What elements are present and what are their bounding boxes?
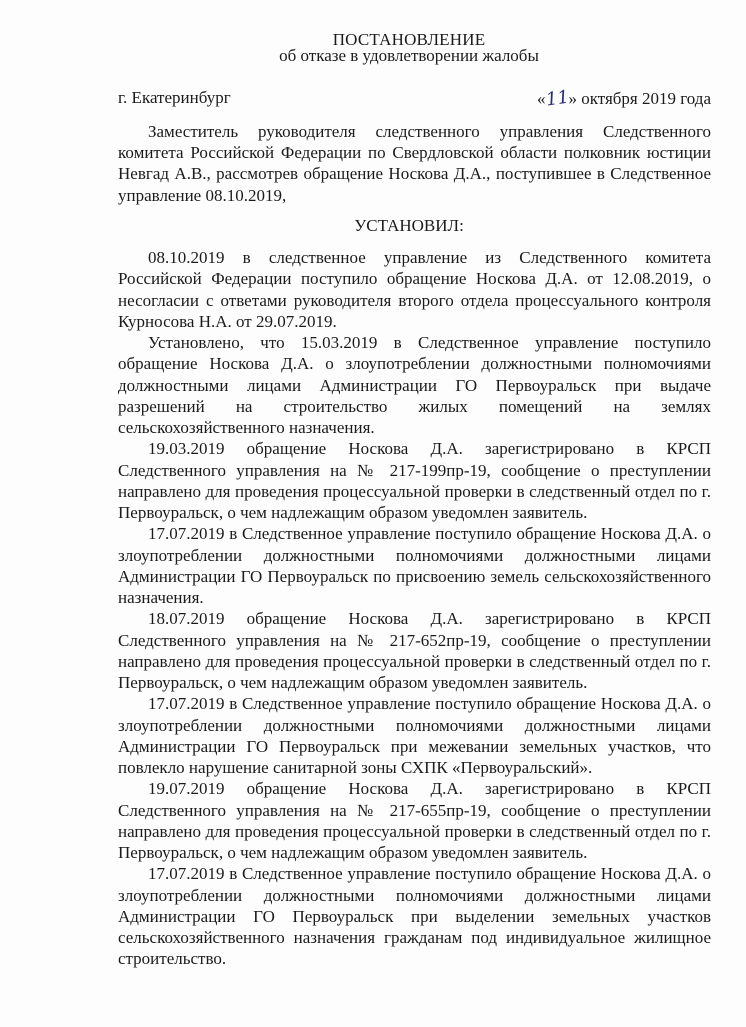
paragraph: 17.07.2019 в Следственное управление поступило обращение Носкова Д.А. о злоупотреблении должностными полномочиями должностными лицами Администрации ГО Первоуральск по присвоению земель сельскохозяйственного назначения.: [118, 524, 711, 607]
preamble: Заместитель руководителя следственного управления Следственного комитета Российской Федерации по Свердловской области полковник юстиции Невгад А.В., рассмотрев обращение Носкова Д.А., поступившее в Следственное управление 08.10.2019,: [118, 122, 711, 205]
document-date: [537, 88, 711, 109]
paragraph: 08.10.2019 в следственное управление из Следственного комитета Российской Федерации поступило обращение Носкова Д.А. от 12.08.2019, о несогласии с ответами руководителя второго отдела процессуального контроля Курносова Н.А. от 29.07.2019.: [118, 248, 711, 331]
document-subtitle: об отказе в удовлетворении жалобы: [279, 46, 539, 65]
paragraph: 17.07.2019 в Следственное управление поступило обращение Носкова Д.А. о злоупотреблении должностными полномочиями должностными лицами Администрации ГО Первоуральск при межевании земельных участков, что повлекло нарушение санитарной зоны СХПК «Первоуральский».: [118, 694, 711, 777]
date-rest: » октября 2019 года: [568, 89, 711, 108]
paragraph: 17.07.2019 в Следственное управление поступило обращение Носкова Д.А. о злоупотреблении должностными полномочиями должностными лицами Администрации ГО Первоуральск при выделении земельных участков сельскохозяйственного назначения гражданам под индивидуальное жилищное строительство.: [118, 864, 711, 969]
document-body: [118, 247, 711, 970]
paragraph: 19.03.2019 обращение Носкова Д.А. зарегистрировано в КРСП Следственного управления на № 217-199пр-19, сообщение о преступлении направлено для проведения процессуальной проверки в следственный отдел по г. Первоуральск, о чем надлежащим образом уведомлен заявитель.: [118, 439, 711, 522]
place-date-line: [118, 88, 711, 110]
document-title: ПОСТАНОВЛЕНИЕ: [332, 30, 486, 49]
paragraph: Установлено, что 15.03.2019 в Следственное управление поступило обращение Носкова Д.А. о злоупотреблении должностными полномочиями должностными лицами Администрации ГО Первоуральск при выдаче разрешений на строительство жилых помещений на землях сельскохозяйственного назначения.: [118, 333, 711, 437]
date-open-quote: «: [537, 89, 546, 108]
paragraph: 19.07.2019 обращение Носкова Д.А. зарегистрировано в КРСП Следственного управления на № 217-655пр-19, сообщение о преступлении направлено для проведения процессуальной проверки в следственный отдел по г. Первоуральск, о чем надлежащим образом уведомлен заявитель.: [118, 779, 711, 862]
handwritten-day: 11: [544, 86, 570, 111]
paragraph: 18.07.2019 обращение Носкова Д.А. зарегистрировано в КРСП Следственного управления на № 217-652пр-19, сообщение о преступлении направлено для проведения процессуальной проверки в следственный отдел по г. Первоуральск, о чем надлежащим образом уведомлен заявитель.: [118, 609, 711, 692]
city: г. Екатеринбург: [118, 88, 231, 107]
section-heading: УСТАНОВИЛ:: [354, 216, 464, 235]
